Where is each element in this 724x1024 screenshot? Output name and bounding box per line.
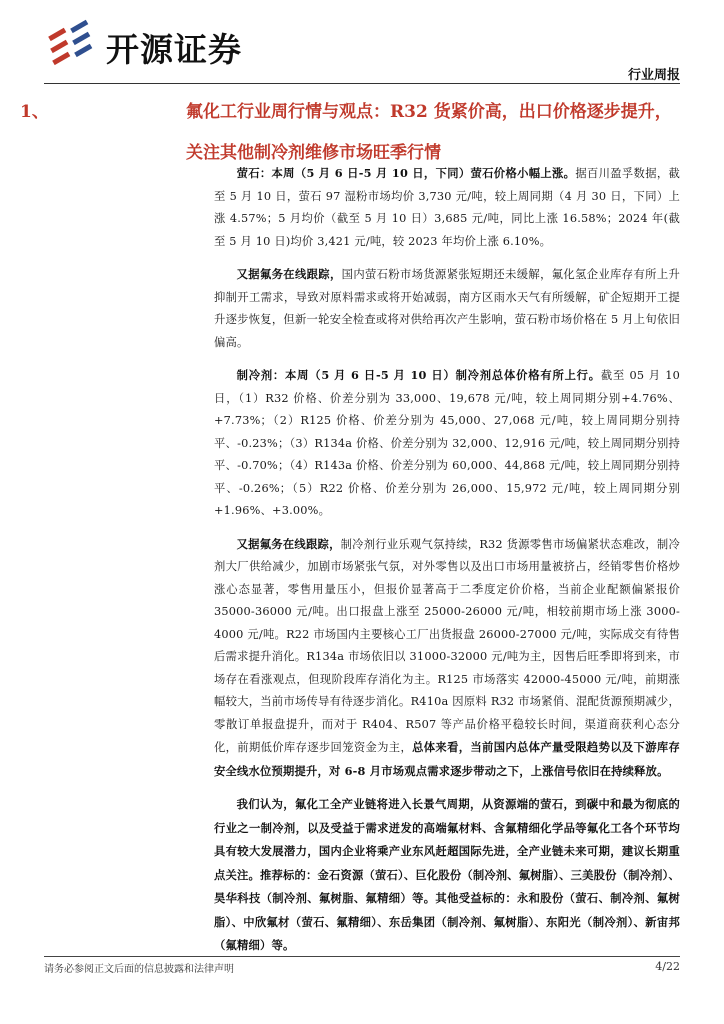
refrigerant-lead: 制冷剂：本周（5 月 6 日-5 月 10 日）制冷剂总体价格有所上行。 (236, 368, 601, 382)
page-number: 4/22 (655, 960, 680, 973)
section-title-text: 氟化工行业周行情与观点：R32 货紧价高，出口价格逐步提升，关注其他制冷剂维修市场旺季行情 (186, 102, 672, 163)
report-body (214, 162, 681, 968)
fluorite-tracking-text: 国内萤石粉市场货源紧张短期还未缓解，氟化氢企业库存有所上升抑制开工需求，导致对原料需求或将开始减弱，南方区雨水天气有所缓解，矿企短期开工提升逐步恢复，但新一轮安全检查或将对供给再次产生影响，萤石粉市场价格在 5 月上旬依旧偏高。 (214, 268, 680, 349)
header-divider (44, 83, 680, 84)
refrigerant-tracking-text: 制冷剂行业乐观气氛持续，R32 货源零售市场偏紧状态难改，制冷剂大厂供给减少，加剧市场紧张气氛，对外零售以及出口市场用量被挤占，经销零售价格炒涨心态显著，零售用量压小，但报价显著高于二季度定价价格，当前企业配额偏紧报价 35000-36000 元/吨。出口报盘上涨至 25000-26000 元/吨，相较前期市场上涨 3000-4000 元/吨。R22 市场国内主要核心工厂出货报盘 26000-27000 元/吨，实际成交有待售后需求提升消化。R134a 市场依旧以 31000-32000 元/吨为主，因售后旺季即将到来，市场存在看涨观点，但现阶段库存消化为主。R125 市场落实 42000-45000 元/吨，前期涨幅较大，当前市场传导有待逐步消化。R410a 因原料 R32 市场紧俏、混配货源预期减少，零散订单报盘提升，而对于 R404、R507 等产品价格平稳较长时间，渠道商获利心态分化，前期低价库存逐步回笼资金为主， (214, 537, 680, 754)
brand-mark-icon (44, 18, 100, 68)
logo-text: 开源证券 (106, 30, 242, 69)
section-number: 1、 (20, 102, 49, 122)
investment-view-text: 我们认为，氟化工全产业链将进入长景气周期，从资源端的萤石，到碳中和最为彻底的行业之一制冷剂，以及受益于需求迸发的高端氟材料、含氟精细化学品等氟化工各个环节均具有较大发展潜力，国内企业将乘产业东风赶超国际先进，全产业链未来可期，建议长期重点关注。推荐标的：金石资源（萤石）、巨化股份（制冷剂、氟树脂）、三美股份（制冷剂）、昊华科技（制冷剂、氟树脂、氟精细）等。其他受益标的：永和股份（萤石、制冷剂、氟树脂）、中欣氟材（萤石、氟精细）、东岳集团（制冷剂、氟树脂）、东阳光（制冷剂）、新宙邦（氟精细）等。 (214, 797, 680, 952)
fluorite-lead: 萤石：本周（5 月 6 日-5 月 10 日，下同）萤石价格小幅上涨。 (236, 166, 576, 180)
refrigerant-text: 截至 05 月 10 日，（1）R32 价格、价差分别为 33,000、19,678 元/吨，较上周同期分别+4.76%、+7.73%；（2）R125 价格、价差分别为 45,000、27,068 元/吨，较上周同期分别持平、-0.23%；（3）R134a 价格、价差分别为 32,000、12,916 元/吨，较上周同期分别持平、-0.70%；（4）R143a 价格、价差分别为 60,000、44,868 元/吨，较上周同期分别持平、-0.26%；（5）R22 价格、价差分别为 26,000、15,972 元/吨，较上周同期分别+1.96%、+3.00%。 (214, 369, 680, 517)
refrigerant-tracking-paragraph (214, 533, 680, 784)
fluorite-paragraph (214, 162, 680, 253)
refrigerant-paragraph (214, 364, 680, 523)
refrigerant-tracking-lead: 又据氟务在线跟踪， (236, 536, 341, 551)
fluorite-text: 据百川盈孚数据，截至 5 月 10 日，萤石 97 湿粉市场均价 3,730 元/吨，较上周同期（4 月 30 日，下同）上涨 4.57%；5 月均价（截至 5 月 10 日）3,685 元/吨，同比上涨 16.58%；2024 年(截至 5 月 10 日)均价 3,421 元/吨，较 2023 年均价上涨 6.10%。 (214, 167, 680, 248)
disclaimer-note: 请务必参阅正文后面的信息披露和法律声明 (44, 964, 234, 975)
fluorite-tracking-paragraph (214, 263, 680, 354)
footer-divider (44, 956, 680, 957)
refrigerant-tracking-conclusion: 总体来看，当前国内总体产量受限趋势以及下游库存安全线水位预期提升，对 6-8 月市场观点需求逐步带动之下，上涨信号依旧在持续释放。 (214, 740, 681, 778)
doc-type-label: 行业周报 (627, 68, 680, 83)
fluorite-tracking-lead: 又据氟务在线跟踪， (236, 267, 342, 281)
brand-logo (44, 18, 284, 68)
investment-view-paragraph (214, 793, 680, 958)
